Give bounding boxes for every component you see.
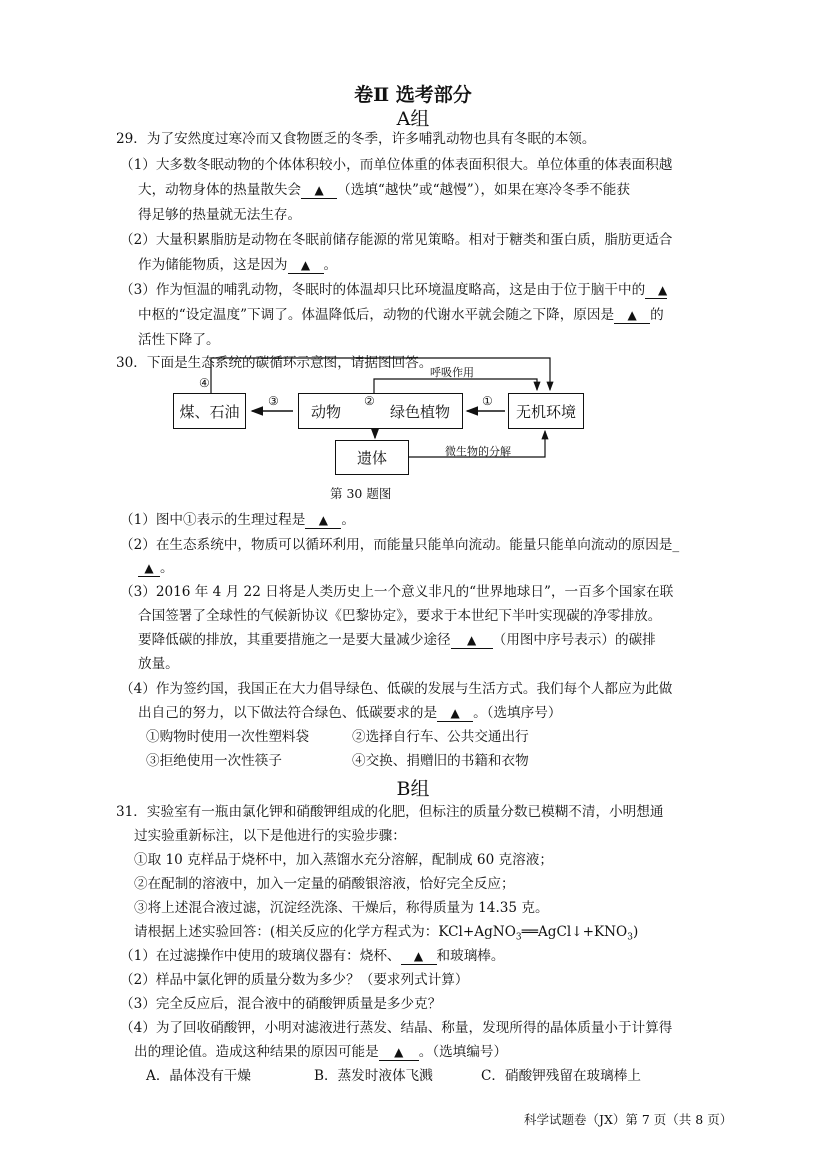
text: ══AgCl↓+KNO: [521, 924, 628, 940]
label-num-3: ③: [268, 394, 279, 408]
triangle-icon: ▲: [300, 258, 311, 272]
text: 要降低碳的排放，其重要措施之一是要大量减少途径: [138, 632, 451, 648]
text: 请根据上述实验回答：(相关反应的化学方程式为：KCl+AgNO: [134, 924, 516, 940]
text: 和玻璃棒。: [436, 948, 505, 964]
q31-option-b: B．蒸发时液体飞溅: [314, 1068, 433, 1084]
page-footer: 科学试题卷（JX）第 7 页（共 8 页）: [524, 1112, 733, 1127]
text: 作为储能物质，这是因为: [138, 257, 288, 273]
text: ): [632, 924, 639, 940]
q30-p3-line1: （3）2016 年 4 月 22 日将是人类历史上一个意义非凡的“世界地球日”，一百多个国家在联: [120, 584, 674, 600]
answer-blank[interactable]: [138, 560, 160, 577]
text: 。: [160, 560, 174, 576]
triangle-icon: ▲: [394, 1045, 404, 1059]
text: 。: [341, 512, 355, 528]
box-organisms: [298, 393, 463, 429]
text: （1）在过滤操作中使用的玻璃仪器有：烧杯、: [120, 948, 401, 964]
label-decomposition: 微生物的分解: [445, 445, 511, 458]
text: 。（选填序号）: [473, 705, 562, 721]
q30-p3-line3: [138, 630, 656, 650]
triangle-icon: ▲: [627, 308, 637, 322]
subscript: 3: [627, 932, 633, 943]
label-animal: 动物: [311, 402, 342, 421]
text: 出的理论值。造成这种结果的原因可能是: [134, 1044, 379, 1060]
answer-blank[interactable]: [379, 1044, 419, 1061]
box-inorganic-environment: 无机环境: [508, 393, 584, 429]
triangle-icon: ▲: [450, 706, 460, 720]
text: （选填“越快”或“越慢”），如果在寒冷冬季不能获: [337, 182, 630, 198]
group-a-heading: A组: [396, 108, 430, 130]
q30-stem: 30．下面是生态系统的碳循环示意图，请据图回答。: [116, 355, 433, 371]
label-respiration: 呼吸作用: [430, 366, 474, 379]
q29-p1-line1: （1）大多数冬眠动物的个体体积较小，而单位体重的体表面积很大。单位体重的体表面积越: [120, 157, 673, 173]
label-num-1: ①: [482, 394, 493, 408]
q31-stem-line2: 过实验重新标注，以下是他进行的实验步骤：: [134, 828, 406, 844]
text: （1）图中①表示的生理过程是: [120, 512, 306, 528]
label-num-2: ②: [364, 394, 375, 408]
q30-p1: [120, 510, 355, 530]
answer-blank[interactable]: [451, 632, 493, 649]
answer-blank[interactable]: [401, 948, 437, 965]
triangle-icon: ▲: [144, 561, 154, 575]
box-coal-oil: 煤、石油: [173, 393, 246, 429]
q31-p4-line1: （4）为了回收硝酸钾，小明对滤液进行蒸发、结晶、称量，发现所得的晶体质量小于计算得: [120, 1020, 673, 1036]
text: （用图中序号表示）的碳排: [492, 632, 656, 648]
text: （3）作为恒温的哺乳动物，冬眠时的体温却只比环境温度略高，这是由于位于脑干中的: [120, 282, 646, 298]
q30-p2-line1: （2）在生态系统中，物质可以循环利用，而能量只能单向流动。能量只能单向流动的原因是_: [120, 537, 680, 553]
q29-stem: 29．为了安然度过寒冷而又食物匮乏的冬季，许多哺乳动物也具有冬眠的本领。: [116, 131, 596, 147]
triangle-icon: ▲: [467, 633, 477, 647]
q31-option-a: A．晶体没有干燥: [146, 1068, 251, 1084]
q31-p2: （2）样品中氯化钾的质量分数为多少？（要求列式计算）: [120, 972, 469, 988]
q30-option-4: ④交换、捐赠旧的书籍和衣物: [352, 753, 529, 769]
q30-option-2: ②选择自行车、公共交通出行: [352, 729, 529, 745]
q31-stem-line1: 31．实验室有一瓶由氯化钾和硝酸钾组成的化肥，但标注的质量分数已模糊不清，小明想通: [116, 804, 664, 820]
text: 出自己的努力，以下做法符合绿色、低碳要求的是: [138, 705, 438, 721]
label-num-4: ④: [199, 376, 210, 390]
section-title: 卷Ⅱ 选考部分: [354, 84, 472, 106]
q31-step-3: ③将上述混合液过滤，沉淀经洗涤、干燥后，称得质量为 14.35 克。: [134, 900, 549, 916]
q31-p1: [120, 946, 505, 966]
q30-p4-line1: （4）作为签约国，我国正在大力倡导绿色、低碳的发展与生活方式。我们每个人都应为此做: [120, 681, 673, 697]
q30-option-3: ③拒绝使用一次性筷子: [146, 753, 282, 769]
box-remains: 遗体: [335, 440, 409, 475]
arrow-respiration: [374, 379, 537, 393]
q29-p3-line3: 活性下降了。: [138, 332, 220, 348]
q31-step-2: ②在配制的溶液中，加入一定量的硝酸银溶液，恰好完全反应；: [134, 876, 515, 892]
q31-p4-line2: [134, 1042, 507, 1062]
q29-p2-line1: （2）大量积累脂肪是动物在冬眠前储存能源的常见策略。相对于糖类和蛋白质，脂肪更适合: [120, 232, 673, 248]
q30-p3-line4: 放量。: [138, 656, 179, 672]
text: 。: [323, 257, 338, 273]
text: 的: [650, 307, 664, 323]
answer-blank[interactable]: [305, 512, 341, 529]
q30-p3-line2: 合国签署了全球性的气候新协议《巴黎协定》，要求于本世纪下半叶实现碳的净零排放。: [138, 608, 662, 624]
text: 大，动物身体的热量散失会: [138, 182, 302, 198]
group-b-heading: B组: [396, 778, 430, 800]
subscript: 3: [515, 932, 522, 943]
label-green-plant: 绿色植物: [389, 402, 450, 421]
triangle-icon: ▲: [657, 283, 668, 297]
text: 中枢的“设定温度”下调了。体温降低后，动物的代谢水平就会随之下降，原因是: [138, 307, 615, 323]
text: 。（选填编号）: [418, 1044, 508, 1060]
arrow-path-4: [211, 358, 550, 393]
q30-p4-line2: [138, 703, 561, 723]
triangle-icon: ▲: [318, 513, 328, 527]
triangle-icon: ▲: [314, 183, 324, 197]
q31-option-c: C．硝酸钾残留在玻璃棒上: [481, 1068, 641, 1084]
q31-step-1: ①取 10 克样品于烧杯中，加入蒸馏水充分溶解，配制成 60 克溶液；: [134, 852, 553, 868]
triangle-icon: ▲: [413, 949, 424, 963]
q31-p3: （3）完全反应后，混合液中的硝酸钾质量是多少克？: [120, 996, 442, 1012]
q31-equation: [134, 922, 638, 948]
q30-option-1: ①购物时使用一次性塑料袋: [146, 729, 310, 745]
q29-p1-line3: 得足够的热量就无法生存。: [138, 207, 302, 223]
q30-p2-line2: [138, 558, 174, 578]
answer-blank[interactable]: [437, 705, 473, 722]
figure-caption: 第 30 题图: [330, 486, 392, 501]
